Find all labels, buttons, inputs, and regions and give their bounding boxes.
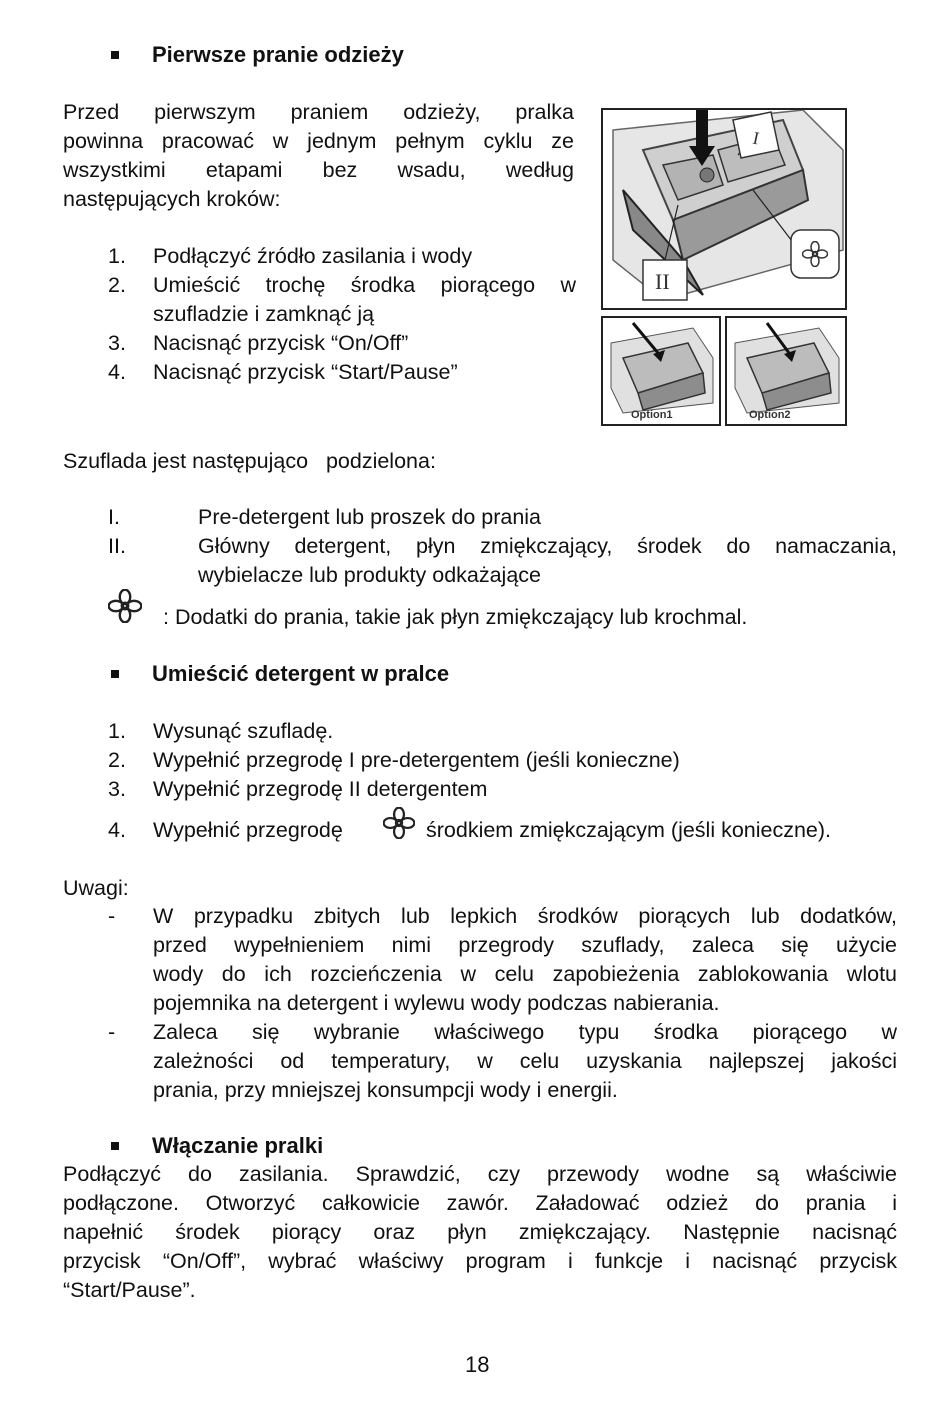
compartment-text: wybielacze lub produkty odkażające (198, 563, 542, 587)
note-text: przed wypełnieniem nimi przegrody szuflady, zaleca się użycie (153, 933, 897, 957)
list-item (108, 746, 897, 775)
step-text: Nacisnąć przycisk “Start/Pause” (153, 360, 458, 384)
drawer-option1-illustration (601, 316, 721, 426)
note-dash: - (108, 904, 116, 928)
step-number: 3. (108, 777, 126, 801)
detergent-steps (108, 717, 897, 804)
power-on-paragraph (63, 1160, 897, 1305)
intro-paragraph (63, 98, 574, 214)
step-number: 1. (108, 719, 126, 743)
step-text: Wypełnić przegrodę I pre-detergentem (jeśli konieczne) (153, 748, 680, 772)
paragraph-line: przycisk “On/Off”, wybrać właściwy program i funkcje i nacisnąć przycisk (63, 1249, 897, 1273)
square-bullet-icon (111, 670, 119, 678)
note-text: prania, przy mniejszej konsumpcji wody i energii. (153, 1078, 618, 1102)
paragraph-line: “Start/Pause”. (63, 1278, 196, 1302)
step-text: Umieścić trochę środka piorącego w (153, 273, 576, 297)
step-text: Wypełnić przegrodę (153, 818, 343, 842)
note-dash: - (108, 1020, 116, 1044)
option1-caption: Option1 (631, 409, 673, 421)
paragraph-line: napełnić środek piorący oraz płyn zmiękczający. Następnie nacisnąć (63, 1220, 897, 1244)
step-text: szufladzie i zamknąć ją (153, 302, 375, 326)
compartment-II-marker: II (655, 269, 670, 294)
square-bullet-icon (111, 1142, 119, 1150)
note-text: pojemnika na detergent i wylewu wody podczas nabierania. (153, 991, 720, 1015)
step-text: Podłączyć źródło zasilania i wody (153, 244, 473, 268)
list-item (108, 1018, 897, 1105)
intro-line: wszystkimi etapami bez wsadu, według (63, 158, 574, 182)
drawer-main-illustration (601, 108, 847, 310)
step-number: 4. (108, 360, 126, 384)
drawer-intro: Szuflada jest następująco podzielona: (63, 449, 436, 473)
step-number: 2. (108, 273, 126, 297)
step-text: Wypełnić przegrodę II detergentem (153, 777, 488, 801)
compartment-text: Pre-detergent lub proszek do prania (198, 505, 542, 529)
intro-line: powinna pracować w jednym pełnym cyklu ze (63, 129, 574, 153)
paragraph-line: Podłączyć do zasilania. Sprawdzić, czy przewody wodne są właściwie (63, 1162, 897, 1186)
step-number: 3. (108, 331, 126, 355)
step-number: 1. (108, 244, 126, 268)
note-text: zależności od temperatury, w celu uzyskania najlepszej jakości (153, 1049, 897, 1073)
list-item (108, 271, 576, 329)
compartment-number: II. (108, 534, 126, 558)
list-item (108, 532, 897, 590)
drawer-drawing (603, 110, 845, 308)
section-heading-first-wash: Pierwsze pranie odzieży (152, 42, 404, 67)
list-item (108, 329, 576, 358)
list-item (108, 816, 897, 845)
flower-icon (802, 241, 828, 267)
compartment-text: Główny detergent, płyn zmiękczający, środek do namaczania, (198, 534, 897, 558)
section-heading-power-on: Włączanie pralki (152, 1133, 324, 1158)
list-item (108, 775, 897, 804)
flower-icon (383, 807, 415, 839)
drawer-option2-illustration (725, 316, 847, 426)
notes-list (108, 902, 897, 1105)
paragraph-line: podłączone. Otworzyć całkowicie zawór. Załadować odzież do prania i (63, 1191, 897, 1215)
compartment-I-marker: I (751, 127, 762, 149)
notes-label: Uwagi: (63, 876, 129, 900)
step-number: 2. (108, 748, 126, 772)
step-text: Wysunąć szufladę. (153, 719, 334, 743)
page-number: 18 (465, 1352, 490, 1377)
square-bullet-icon (111, 51, 119, 59)
list-item (108, 503, 897, 532)
intro-line: następujących kroków: (63, 187, 281, 211)
list-item (108, 358, 576, 387)
compartment-number: I. (108, 505, 120, 529)
compartment-list (108, 503, 897, 590)
step-text: środkiem zmiękczającym (jeśli konieczne). (426, 818, 832, 842)
option2-caption: Option2 (749, 409, 791, 421)
flower-icon (108, 589, 142, 623)
list-item (108, 242, 576, 271)
note-text: W przypadku zbitych lub lepkich środków piorących lub dodatków, (153, 904, 897, 928)
intro-line: Przed pierwszym praniem odzieży, pralka (63, 100, 574, 124)
note-text: Zaleca się wybranie właściwego typu środka piorącego w (153, 1020, 897, 1044)
step-text: Nacisnąć przycisk “On/Off” (153, 331, 409, 355)
list-item (108, 902, 897, 1018)
list-item (108, 717, 897, 746)
additives-text: : Dodatki do prania, takie jak płyn zmiękczający lub krochmal. (163, 605, 748, 629)
step-number: 4. (108, 818, 126, 842)
note-text: wody do ich rozcieńczenia w celu zapobieżenia zablokowania wlotu (153, 962, 897, 986)
first-wash-steps (108, 242, 576, 387)
section-heading-detergent: Umieścić detergent w pralce (152, 661, 450, 686)
